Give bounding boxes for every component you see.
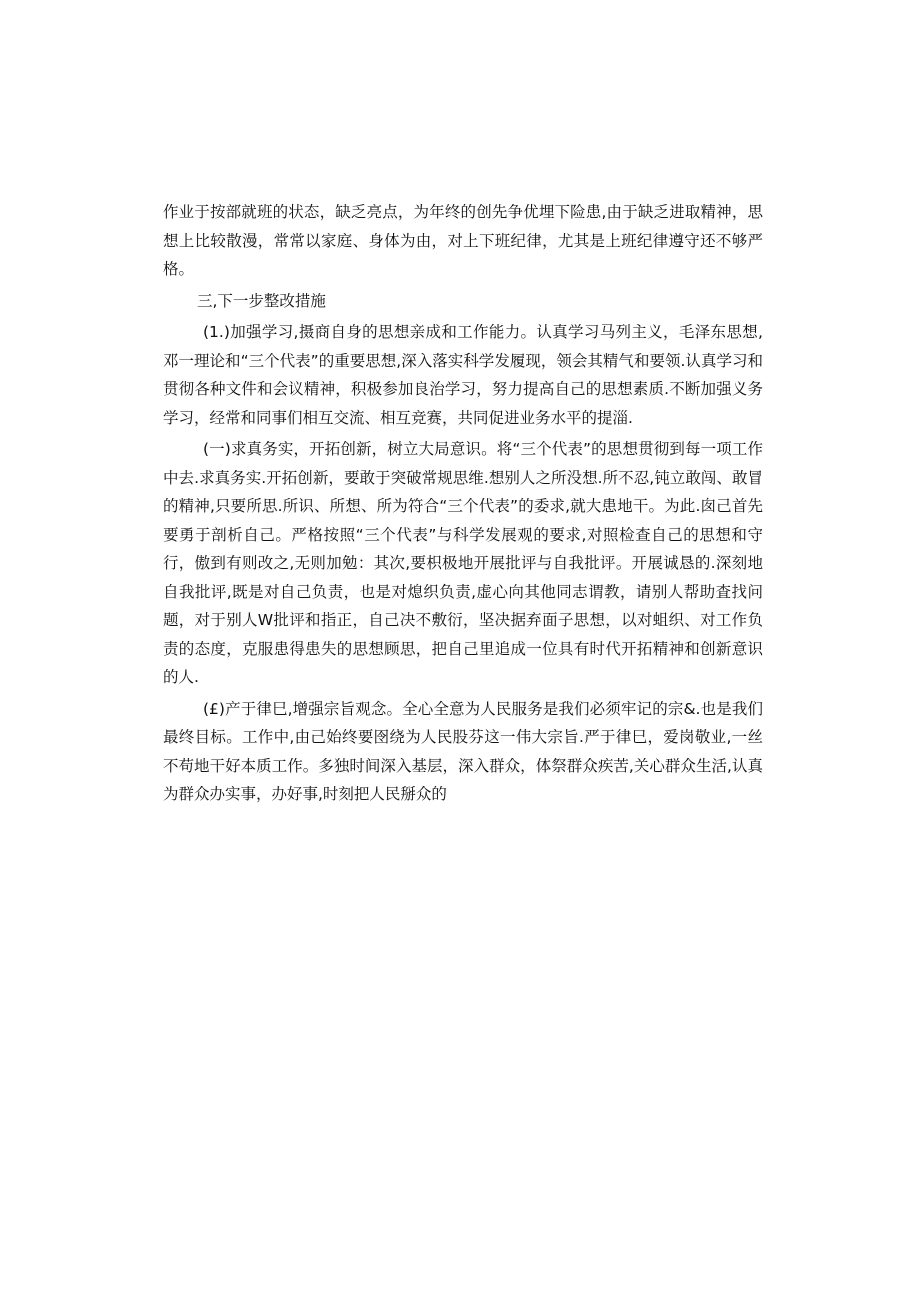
- paragraph-measure-3: (£)产于律巳,增强宗旨观念。全心全意为人民服务是我们必须牢记的宗&.也是我们最终目标。工作中,由己始终要囹绕为人民股芬这一伟大宗旨.严于律巳，爱岗敬业,一丝不苟地干好本质工作。多独时间深入基层，深入群众，体祭群众疾苦,关心群众生活,认真为群众办实事，办好事,时刻把人民掰众的: [163, 699, 763, 803]
- paragraph-measure-2: (一)求真务实，开拓创新，树立大局意识。将“三个代表”的思想贯彻到每一项工作中去.求真务实.开拓创新，要敢于突破常规思维.想别人之所没想.所不忍,钝立敢闯、敢冒的精神,只要所思.所识、所想、所为符合“三个代表”的委求,就大患地干。为此.囱己首先要勇于剖析自己。严格按照“三个代表”与科学发展观的要求,对照检查自己的思想和守行，傲到有则改之,无则加勉：其次,要枳极地开展批评与自我批评。开展诚恳的.深刻地自我批评,既是对自己负责，也是对熄织负责,虚心向其他同志谓教，请别人帮助査找问题，对于别人W批评和指正，自己决不敷衍，坚决据弃面子思想，以对蛆织、对工作负责的态度，克服患得患失的思想顾思，把自己里追成一位具有时代开拓精神和创新意识的人.: [163, 440, 763, 686]
- section-heading: 三,下一步整改措施: [197, 291, 326, 310]
- document-page: [163, 198, 763, 809]
- paragraph-measure-1: (1.)加强学习,摄商自身的思想亲成和工作能力。认真学习马列主义，毛泽东思想,邓一理论和“三个代表”的重要思想,深入落实科学发履现，领会其精气和要领.认真学习和贯彻各种文件和会议精神，积极参加良治学习，努力提高自己的思想素质.不断加强义务学习，经常和同事们相互交流、相互竞赛，共同促进业务水平的提淄.: [163, 323, 763, 427]
- paragraph-continuation: 作业于按部就班的状态，缺乏亮点，为年终的创先争优埋下险患,由于缺乏进取精神，思想上比较散漫，常常以家庭、身体为由，对上下班纪律，尤其是上班纪律遵守还不够严格。: [163, 203, 763, 278]
